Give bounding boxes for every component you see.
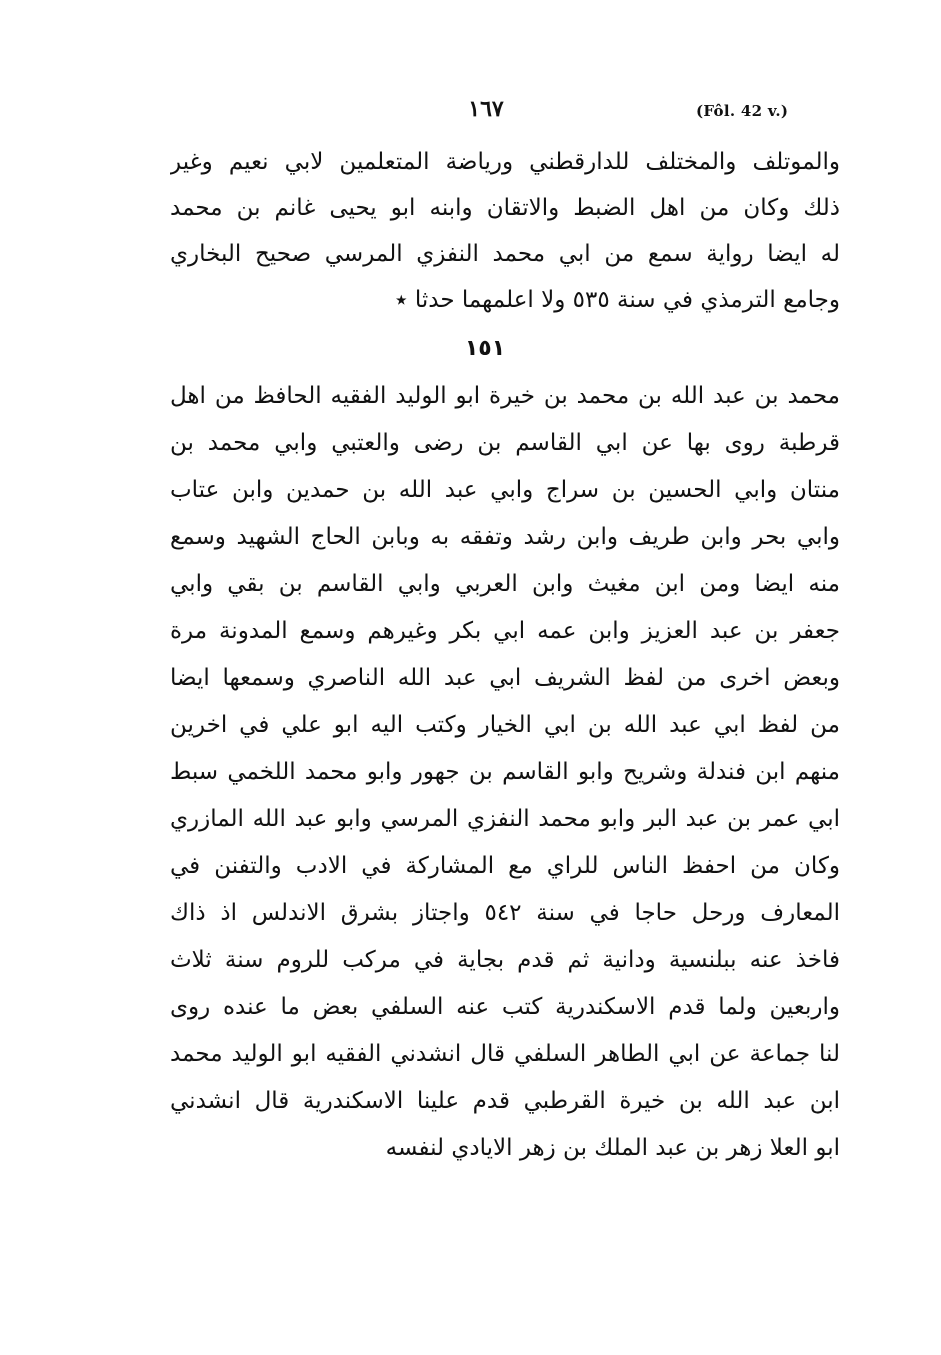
text-line: ابن عبد الله بن خيرة القرطبي قدم علينا الاسكندرية قال انشدني	[170, 1088, 840, 1114]
text-line: ابو العلا زهر بن عبد الملك بن زهر الايادي لنفسه	[385, 1135, 840, 1161]
text-line: فاخذ عنه ببلنسية ودانية ثم قدم بجاية في مركب للروم سنة ثلاث	[170, 947, 840, 973]
biography-entry	[170, 373, 840, 1172]
text-line: قرطبة روى بها عن ابي القاسم بن رضى والعتبي وابي محمد بن	[170, 430, 840, 456]
text-line: ابي عمر بن عبد البر وابو محمد النفزي المرسي وابو عبد الله المازري	[170, 806, 840, 832]
text-line: ذلك وكان من اهل الضبط والاتقان وابنه ابو يحيى غانم بن محمد	[170, 194, 840, 221]
text-line: منتان وابي الحسين بن سراج وابي عبد الله بن حمدين وابن عتاب	[170, 477, 840, 503]
paragraph-continuation	[170, 140, 840, 324]
text-line: محمد بن عبد الله بن محمد بن خيرة ابو الوليد الفقيه الحافظ من اهل	[170, 383, 840, 409]
text-line: وابي بحر وابن طريف وابن رشد وتفقه به وبابن الحاج الشهيد وسمع	[170, 524, 840, 550]
text-line: واربعين ولما قدم الاسكندرية كتب عنه السلفي بعض ما عنده روى	[170, 994, 840, 1020]
text-line: من لفظ ابي عبد الله بن ابي الخيار وكتب اليه ابو علي في اخرين	[170, 712, 840, 738]
text-line: وجامع الترمذي في سنة ٥٣٥ ولا اعلمهما حدثا ٭	[395, 286, 840, 313]
text-line: منهم ابن فندلة وشريح وابو القاسم بن جهور وابو محمد اللخمي سبط	[170, 759, 840, 785]
text-line: منه ايضا ومن ابن مغيث وابن العربي وابي القاسم بن بقي وابي	[170, 571, 840, 597]
text-line: جعفر بن عبد العزيز وابن عمه ابي بكر وغيرهم وسمع المدونة مرة	[170, 618, 840, 644]
folio-reference: (Fôl. 42 v.)	[696, 102, 789, 120]
entry-number: ١٥١	[464, 336, 506, 361]
text-line: المعارف ورحل حاجا في سنة ٥٤٢ واجتاز بشرق الاندلس اذ ذاك	[170, 900, 840, 926]
text-line: والموتلف والمختلف للدارقطني ورياضة المتعلمين لابي نعيم وغير	[170, 149, 840, 175]
text-line: لنا جماعة عن ابي الطاهر السلفي قال انشدني الفقيه ابو الوليد محمد	[170, 1041, 840, 1067]
text-line: وبعض اخرى من لفظ الشريف ابي عبد الله الناصري وسمعها ايضا	[170, 665, 840, 691]
text-line: له ايضا رواية سمع من ابي محمد النفزي المرسي صحيح البخاري	[170, 240, 840, 267]
text-line: وكان من احفظ الناس للراي مع المشاركة في الادب والتفنن في	[170, 853, 840, 879]
page-number: ١٦٧	[468, 96, 504, 122]
